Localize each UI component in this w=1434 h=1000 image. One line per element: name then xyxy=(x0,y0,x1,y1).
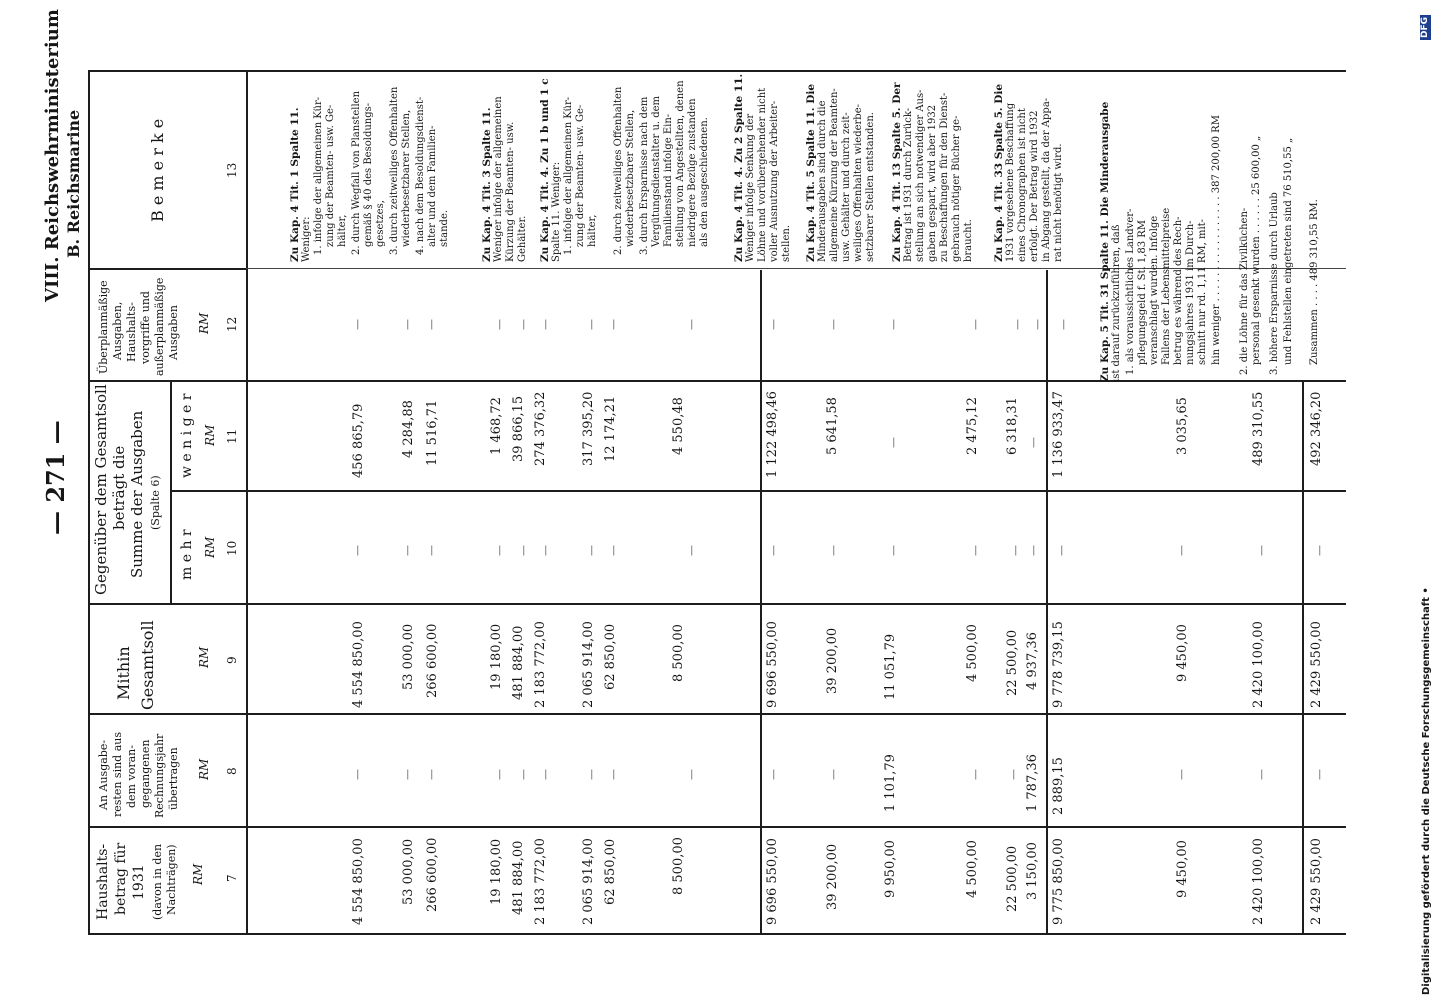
r10-c10: — xyxy=(767,545,780,556)
k6-l1: Betrag ist 1931 durch Zurück- xyxy=(903,107,914,262)
r7-c7: 2 065 914,00 xyxy=(581,838,596,925)
r5-c9: 481 884,00 xyxy=(511,625,526,700)
k8-l13: und Fehlstellen eingetreten sind 76 510,55 „ xyxy=(1283,137,1294,365)
r8-c7: 62 850,00 xyxy=(603,838,618,905)
r5-c7: 481 884,00 xyxy=(511,840,526,915)
total-separator xyxy=(1302,380,1304,935)
r6-c10: — xyxy=(539,545,552,556)
r11-c12: — xyxy=(827,319,840,330)
k8-l2: 1. als voraussichtliches Landver- xyxy=(1125,208,1136,375)
r5-c12: — xyxy=(517,319,530,330)
c8-head-6: übertragen xyxy=(167,747,180,810)
k3-l3: zung der Beamten- usw. Ge- xyxy=(575,104,586,247)
c9-num: 9 xyxy=(225,656,239,664)
r12-c8: 1 101,79 xyxy=(883,754,898,812)
k1-l7: gesetzes, xyxy=(375,200,386,247)
r8-c10: — xyxy=(607,545,620,556)
k3-l8: Vergütungsdienstalter u. dem xyxy=(651,95,662,247)
r5-c8: — xyxy=(517,769,530,780)
r14-c7: 22 500,00 xyxy=(1005,845,1020,912)
k8-l9: hin weniger . . . . . . . . . . . . . . . . . 387 200,00 RM xyxy=(1211,115,1222,365)
r9-c9: 8 500,00 xyxy=(671,624,686,682)
r14-c11: 6 318,31 xyxy=(1005,397,1020,455)
r11-c8: — xyxy=(827,769,840,780)
c7-head-4: (davon in den xyxy=(151,843,164,920)
r4-c8: — xyxy=(493,769,506,780)
c1011-head-2: beträgt die xyxy=(110,445,128,530)
r10-c11: 1 122 498,46 xyxy=(765,391,780,478)
k7-l2: eines Chronographen ist nicht xyxy=(1017,108,1028,262)
r4-c10: — xyxy=(493,545,506,556)
r10-c8: — xyxy=(767,769,780,780)
k6-l6: braucht. xyxy=(963,219,974,262)
col7-8-divider xyxy=(88,826,1346,828)
r19-c9: 2 429 550,00 xyxy=(1309,621,1324,708)
k8-total: Zusammen . . . . 489 310,55 RM. xyxy=(1309,199,1320,365)
k5-l3: usw. Gehälter und durch zeit- xyxy=(841,112,852,262)
k2-l1: Weniger infolge der allgemeinen xyxy=(493,96,504,262)
k3-l11: niedrigere Bezüge zustanden xyxy=(687,98,698,247)
table-top-border xyxy=(88,70,90,935)
k4-l4: stellen. xyxy=(781,224,792,262)
k8-l3: pflegungsgeld f. St. 1,83 RM xyxy=(1137,219,1148,365)
c13-head: B e m e r k e xyxy=(148,118,167,222)
r16-c8: 2 889,15 xyxy=(1051,757,1066,815)
k3-l9: Familienstand infolge Ein- xyxy=(663,113,674,247)
c12-head-4: vorgriffe und xyxy=(139,291,152,364)
r2-c11: 4 284,88 xyxy=(401,400,416,458)
r1-c11: 456 865,79 xyxy=(351,403,366,478)
k1-l12: stande. xyxy=(439,209,450,247)
r11-c11: 5 641,58 xyxy=(825,397,840,455)
r12-c12: — xyxy=(887,319,900,330)
k3-l2: 1. infolge der allgemeinen Kür- xyxy=(563,96,574,255)
r14-c12: — xyxy=(1011,319,1024,330)
r13-c12: — xyxy=(969,319,982,330)
r18-c9: 2 420 100,00 xyxy=(1251,621,1266,708)
c12-head-3: Haushalts- xyxy=(125,302,138,362)
r19-c7: 2 429 550,00 xyxy=(1309,838,1324,925)
c7-head-2: betrag für xyxy=(113,842,129,915)
r6-c8: — xyxy=(539,769,552,780)
r18-c10: — xyxy=(1255,545,1268,556)
r17-c7: 9 450,00 xyxy=(1175,840,1190,898)
k5-l0: Zu Kap. 4 Tit. 5 Spalte 11. Die xyxy=(805,83,817,262)
r9-c10: — xyxy=(685,545,698,556)
col11-12-divider xyxy=(88,380,1346,382)
r11-c10: — xyxy=(827,545,840,556)
k1-l6: gemäß § 40 des Besoldungs- xyxy=(363,102,374,247)
c7-num: 7 xyxy=(225,874,239,882)
k5-l4: weiliges Offenhalten wiederbe- xyxy=(853,104,864,262)
section-title: VIII. Reichswehrministerium xyxy=(42,9,63,302)
r12-c7: 9 950,00 xyxy=(883,840,898,898)
r8-c8: — xyxy=(607,769,620,780)
c8-head-2: resten sind aus xyxy=(111,732,124,817)
k6-l3: gaben gespart, wird aber 1932 xyxy=(927,104,938,262)
k6-l4: zu Beschaffungen für den Dienst- xyxy=(939,92,950,262)
k3-l4: hälter, xyxy=(587,214,598,247)
r11-c7: 39 200,00 xyxy=(825,843,840,910)
r1-c9: 4 554 850,00 xyxy=(351,621,366,708)
c11-num: 11 xyxy=(225,428,239,444)
c12-head-2: Ausgaben, xyxy=(111,301,124,360)
r3-c10: — xyxy=(425,545,438,556)
r7-c10: — xyxy=(585,545,598,556)
k3-l7: 3. durch Ersparnisse nach dem xyxy=(639,96,650,255)
k4-l0: Zu Kap. 4 Tit. 4. Zu 2 Spalte 11. xyxy=(733,73,745,262)
c11-head: w e n i g e r xyxy=(179,393,195,478)
r15-c10: — xyxy=(1027,545,1040,556)
group-separator-2 xyxy=(1046,270,1048,935)
r3-c11: 11 516,71 xyxy=(425,399,440,466)
k1-l8: 3. durch zeitweiliges Offenhalten xyxy=(389,86,400,255)
k8-l7: nungsjahres 1931 im Durch- xyxy=(1185,220,1196,365)
r14-c10: — xyxy=(1009,545,1022,556)
k7-l4: in Abgang gestellt, da der Appa- xyxy=(1041,97,1052,262)
k2-l3: Gehälter. xyxy=(517,215,528,262)
r3-c7: 266 600,00 xyxy=(425,837,440,912)
r15-c11: — xyxy=(1027,437,1040,448)
r15-c7: 3 150,00 xyxy=(1025,842,1040,900)
c12-unit: RM xyxy=(197,312,211,334)
k7-l1: 1931 vorgesehene Beschaffung xyxy=(1005,102,1016,262)
r3-c8: — xyxy=(425,769,438,780)
k8-l1: ist darauf zurückzuführen, daß xyxy=(1111,224,1122,382)
c10-head: m e h r xyxy=(179,529,195,580)
mehr-weniger-header-divider xyxy=(170,380,172,605)
c8-head-1: An Ausgabe- xyxy=(97,739,110,810)
r18-c8: — xyxy=(1255,769,1268,780)
c7-unit: RM xyxy=(191,863,205,885)
k8-l10: 2. die Löhne für das Zivilküchen- xyxy=(1239,207,1250,375)
c7-head-1: Haushalts- xyxy=(95,843,111,920)
c9-head-2: Gesamtsoll xyxy=(138,620,157,710)
header-divider xyxy=(246,70,248,935)
c1011-head-4: (Spalte 6) xyxy=(149,475,162,530)
k8-l5: Fallens der Lebensmittelpreise xyxy=(1161,207,1172,365)
c8-unit: RM xyxy=(197,758,211,780)
c12-head-6: Ausgaben xyxy=(167,305,180,360)
k1-l11: alter und dem Familien- xyxy=(427,125,438,247)
r8-c12: — xyxy=(607,319,620,330)
r10-c9: 9 696 550,00 xyxy=(765,621,780,708)
r4-c12: — xyxy=(493,319,506,330)
r16-c12: — xyxy=(1057,319,1070,330)
r7-c11: 317 395,20 xyxy=(581,391,596,466)
page-number: — 271 — xyxy=(41,420,70,535)
r13-c11: 2 475,12 xyxy=(965,397,980,455)
k6-l5: gebrauch nötiger Bücher ge- xyxy=(951,115,962,262)
k4-l2: Löhne und vorübergehender nicht xyxy=(757,87,768,262)
r17-c10: — xyxy=(1175,545,1188,556)
k8-l6: betrug es während des Rech- xyxy=(1173,216,1184,365)
r10-c7: 9 696 550,00 xyxy=(765,838,780,925)
c11-unit: RM xyxy=(203,424,217,446)
c8-num: 8 xyxy=(225,767,239,775)
k3-l1: Spalte 11. Weniger: xyxy=(551,161,562,262)
k8-l12: 3. höhere Ersparnisse durch Urlaub xyxy=(1269,192,1280,375)
k8-l8: schnitt nur rd. 1,11 RM, mit- xyxy=(1197,218,1208,365)
c7-head-3: 1931 xyxy=(131,864,147,900)
r4-c9: 19 180,00 xyxy=(489,623,504,690)
c9-head-1: Mithin xyxy=(114,646,133,700)
k5-l1: Minderausgaben sind durch die xyxy=(817,100,828,262)
c7-head-5: Nachträgen) xyxy=(165,844,178,915)
r16-c9: 9 778 739,15 xyxy=(1051,621,1066,708)
r9-c11: 4 550,48 xyxy=(671,397,686,455)
c8-head-3: dem voran- xyxy=(125,745,138,808)
k1-l4: hälter, xyxy=(337,214,348,247)
r19-c11: 492 346,20 xyxy=(1309,391,1324,466)
k7-l3: erfolgt. Der Betrag wird 1932 xyxy=(1029,110,1040,262)
r19-c8: — xyxy=(1313,769,1326,780)
section-subtitle: B. Reichsmarine xyxy=(64,109,83,258)
r15-c8: 1 787,36 xyxy=(1025,754,1040,812)
k1-l10: 4. nach dem Besoldungsdienst- xyxy=(415,96,426,255)
r16-c7: 9 775 850,00 xyxy=(1051,838,1066,925)
c8-head-5: Rechnungsjahr xyxy=(153,733,166,818)
r12-c9: 11 051,79 xyxy=(883,633,898,700)
r15-c9: 4 937,36 xyxy=(1025,632,1040,690)
k5-l2: allgemeine Kürzung der Beamten- xyxy=(829,88,840,262)
c12-head-1: Überplanmäßige xyxy=(97,280,110,374)
r2-c10: — xyxy=(401,545,414,556)
k3-l12: als den ausgeschiedenen. xyxy=(699,117,710,247)
c12-head-5: außerplanmäßige xyxy=(153,277,166,376)
k6-l2: stellung an sich notwendiger Aus- xyxy=(915,89,926,262)
k8-l4: veranschlagt wurden. Infolge xyxy=(1149,215,1160,365)
k3-l5: 2. durch zeitweiliges Offenhalten xyxy=(613,86,624,255)
k7-l5: rat nicht benötigt wird. xyxy=(1053,143,1064,262)
c13-num: 13 xyxy=(225,162,239,178)
k8-l0: Zu Kap. 5 Tit. 31 Spalte 11. Die Minderausgabe xyxy=(1099,101,1111,382)
c10-num: 10 xyxy=(225,540,239,556)
k2-l2: Kürzung der Beamten- usw. xyxy=(505,121,516,262)
col9-10-divider xyxy=(88,603,1346,605)
k8-l11: personal gesenkt wurden . . . . . . 25 600,00 „ xyxy=(1251,135,1262,365)
r17-c8: — xyxy=(1175,769,1188,780)
k4-l3: voller Ausnutzung der Arbeiter- xyxy=(769,100,780,262)
r8-c11: 12 174,21 xyxy=(603,395,618,462)
k3-l6: wiederbesetzbarer Stellen, xyxy=(625,109,636,247)
k1-l3: zung der Beamten- usw. Ge- xyxy=(325,104,336,247)
table-bottom-border xyxy=(88,933,1346,935)
c1011-head-3: Summe der Ausgaben xyxy=(128,410,146,578)
r6-c11: 274 376,32 xyxy=(533,391,548,466)
r9-c12: — xyxy=(685,319,698,330)
r13-c9: 4 500,00 xyxy=(965,624,980,682)
r4-c11: 1 468,72 xyxy=(489,397,504,455)
r12-c10: — xyxy=(887,545,900,556)
k5-l5: setzbarer Stellen entstanden. xyxy=(865,112,876,262)
k1-l2: 1. infolge der allgemeinen Kür- xyxy=(313,96,324,255)
c9-unit: RM xyxy=(197,646,211,668)
c8-head-4: gegangenen xyxy=(139,739,152,808)
r3-c12: — xyxy=(425,319,438,330)
k7-l0: Zu Kap. 4 Tit. 33 Spalte 5. Die xyxy=(993,83,1005,262)
r1-c12: — xyxy=(351,319,364,330)
r12-c11: — xyxy=(887,437,900,448)
r16-c10: — xyxy=(1055,545,1068,556)
k2-l0: Zu Kap. 4 Tit. 3 Spalte 11. xyxy=(481,107,493,262)
c1011-head-1: Gegenüber dem Gesamtsoll xyxy=(92,384,110,595)
r6-c9: 2 183 772,00 xyxy=(533,621,548,708)
r2-c12: — xyxy=(401,319,414,330)
k1-l0: Zu Kap. 4 Tit. 1 Spalte 11. xyxy=(289,107,301,262)
r2-c7: 53 000,00 xyxy=(401,838,416,905)
r7-c8: — xyxy=(585,769,598,780)
r1-c10: — xyxy=(351,545,364,556)
r10-c12: — xyxy=(767,319,780,330)
r11-c9: 39 200,00 xyxy=(825,627,840,694)
r7-c12: — xyxy=(585,319,598,330)
r3-c9: 266 600,00 xyxy=(425,623,440,698)
r6-c12: — xyxy=(539,319,552,330)
col8-9-divider xyxy=(88,713,1346,715)
r17-c9: 9 450,00 xyxy=(1175,624,1190,682)
dfg-logo: DFG xyxy=(1420,16,1430,38)
r15-c12: — xyxy=(1031,319,1044,330)
r1-c8: — xyxy=(351,769,364,780)
c12-num: 12 xyxy=(225,316,239,332)
r8-c9: 62 850,00 xyxy=(603,623,618,690)
group-separator-1 xyxy=(760,270,762,935)
r18-c7: 2 420 100,00 xyxy=(1251,838,1266,925)
k1-l1: Weniger: xyxy=(301,216,312,262)
r2-c9: 53 000,00 xyxy=(401,623,416,690)
digitization-note: Digitalisierung gefördert durch die Deutsche Forschungsgemeinschaft • xyxy=(1421,587,1432,995)
r17-c11: 3 035,65 xyxy=(1175,397,1190,455)
r18-c11: 489 310,55 xyxy=(1251,391,1266,466)
table-right-border xyxy=(88,70,1346,72)
r14-c8: — xyxy=(1007,769,1020,780)
col12-13-divider-head xyxy=(88,268,248,270)
r19-c10: — xyxy=(1313,545,1326,556)
r4-c7: 19 180,00 xyxy=(489,838,504,905)
r16-c11: 1 136 933,47 xyxy=(1051,391,1066,478)
r7-c9: 2 065 914,00 xyxy=(581,621,596,708)
r13-c10: — xyxy=(969,545,982,556)
k3-l10: stellung von Angestellten, denen xyxy=(675,80,686,247)
r9-c7: 8 500,00 xyxy=(671,837,686,895)
r2-c8: — xyxy=(401,769,414,780)
k4-l1: Weniger infolge Senkung der xyxy=(745,113,756,262)
r9-c8: — xyxy=(685,769,698,780)
r6-c7: 2 183 772,00 xyxy=(533,838,548,925)
r13-c7: 4 500,00 xyxy=(965,840,980,898)
r5-c10: — xyxy=(517,545,530,556)
k3-l0: Zu Kap. 4 Tit. 4. Zu 1 b und 1 c xyxy=(539,78,551,262)
r1-c7: 4 554 850,00 xyxy=(351,838,366,925)
r13-c8: — xyxy=(969,769,982,780)
c10-unit: RM xyxy=(203,536,217,558)
r5-c11: 39 866,15 xyxy=(511,395,526,462)
col10-11-divider xyxy=(170,490,1346,492)
k1-l5: 2. durch Wegfall von Planstellen xyxy=(351,90,362,255)
r14-c9: 22 500,00 xyxy=(1005,629,1020,696)
k1-l9: wiederbesetzbarer Stellen, xyxy=(401,109,412,247)
k6-l0: Zu Kap. 4 Tit. 13 Spalte 5. Der xyxy=(891,82,903,262)
